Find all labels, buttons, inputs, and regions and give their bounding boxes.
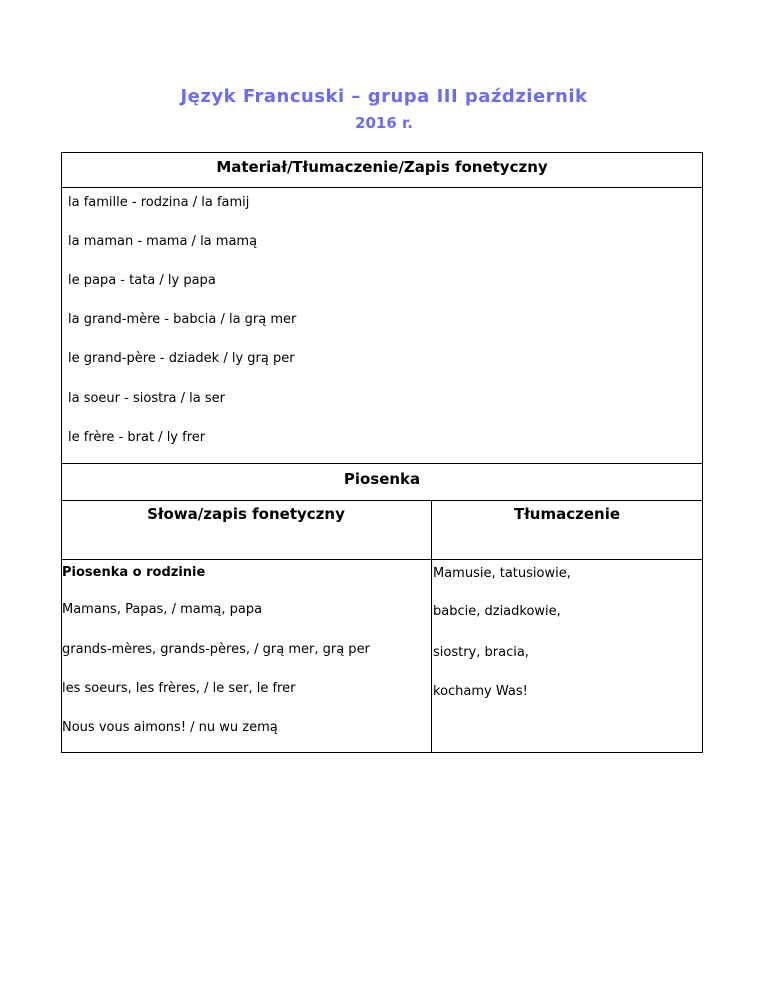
song-header-divider	[61, 559, 703, 560]
song-lyric-title: Piosenka o rodzinie	[62, 565, 206, 580]
material-line: la grand-mère - babcia / la grą mer	[68, 312, 297, 327]
song-heading: Piosenka	[343, 470, 421, 488]
material-heading: Materiał/Tłumaczenie/Zapis fonetyczny	[216, 158, 548, 176]
document-title: Język Francuski – grupa III październik	[180, 86, 588, 107]
song-lyric-line: grands-mères, grands-pères, / grą mer, grą per	[62, 642, 370, 657]
song-translation-line: Mamusie, tatusiowie,	[433, 566, 571, 581]
material-line: la soeur - siostra / la ser	[68, 391, 225, 406]
song-table-left-border	[61, 500, 62, 753]
song-translation-line: siostry, bracia,	[433, 645, 529, 660]
song-translation-line: kochamy Was!	[433, 684, 528, 699]
song-translation-line: babcie, dziadkowie,	[433, 604, 561, 619]
song-table-right-border	[702, 500, 703, 753]
song-table-bottom-border	[61, 752, 703, 753]
song-column-divider	[431, 500, 432, 753]
song-lyric-line: Nous vous aimons! / nu wu zemą	[62, 720, 278, 735]
song-lyric-line: Mamans, Papas, / mamą, papa	[62, 602, 263, 617]
material-line: la maman - mama / la mamą	[68, 234, 258, 249]
song-lyric-line: les soeurs, les frères, / le ser, le frer	[62, 681, 296, 696]
material-line: la famille - rodzina / la famij	[68, 195, 250, 210]
song-col-left-heading: Słowa/zapis fonetyczny	[147, 505, 345, 523]
material-header-divider	[61, 187, 703, 188]
material-line: le grand-père - dziadek / ly grą per	[68, 351, 295, 366]
material-line: le papa - tata / ly papa	[68, 273, 216, 288]
song-col-right-heading: Tłumaczenie	[513, 505, 621, 523]
material-line: le frère - brat / ly frer	[68, 430, 206, 445]
document-year: 2016 r.	[355, 114, 413, 132]
